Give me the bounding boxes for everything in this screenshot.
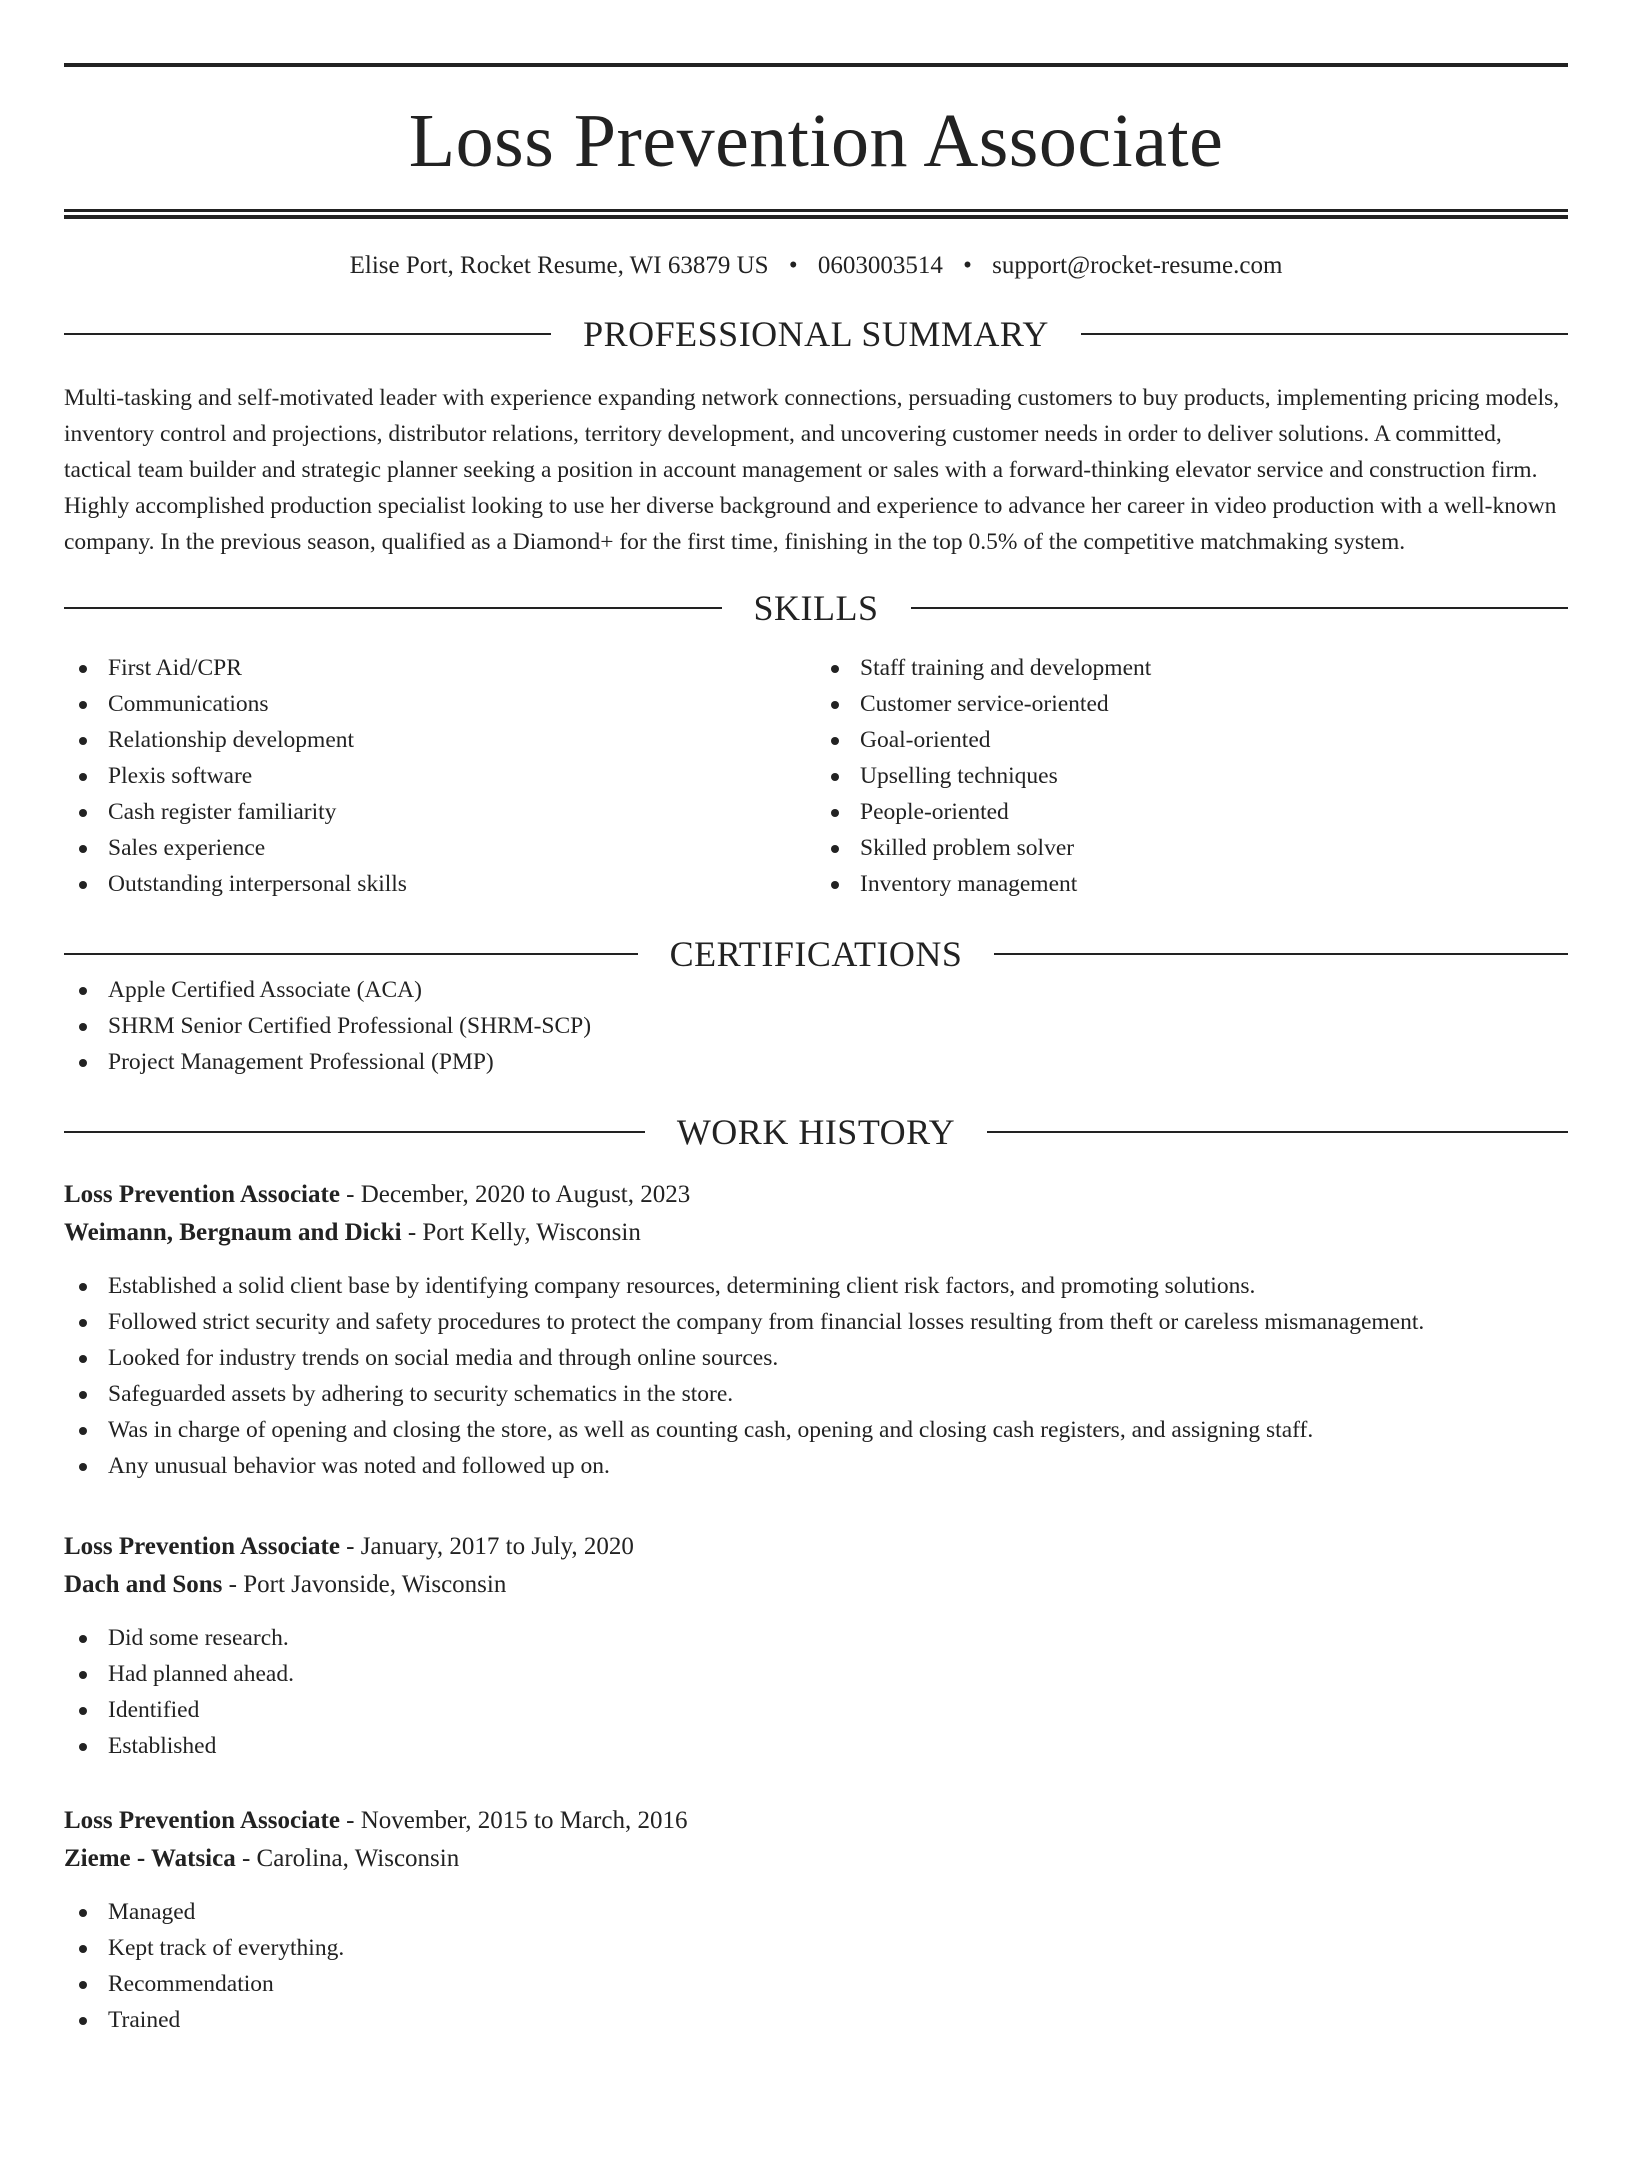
job-company: Weimann, Bergnaum and Dicki: [64, 1219, 402, 1246]
job-duty: Managed: [64, 1894, 1568, 1930]
job-company-line: [64, 1566, 1568, 1604]
job-duty: Looked for industry trends on social media and through online sources.: [64, 1340, 1568, 1376]
heading-rule-right: [911, 607, 1569, 609]
job-entry: [64, 1802, 1568, 2038]
job-location: - Port Kelly, Wisconsin: [401, 1219, 641, 1246]
job-duty: Recommendation: [64, 1966, 1568, 2002]
skill-item: Inventory management: [816, 866, 1568, 902]
job-duty: Identified: [64, 1692, 1568, 1728]
contact-separator: •: [963, 252, 972, 279]
work-history-heading: [64, 1114, 1568, 1150]
contact-address: Elise Port, Rocket Resume, WI 63879 US: [349, 252, 769, 279]
job-duty: Had planned ahead.: [64, 1656, 1568, 1692]
job-duty: Did some research.: [64, 1620, 1568, 1656]
resume-page: [0, 63, 1632, 2175]
skill-item: Communications: [64, 686, 816, 722]
skill-item: Customer service-oriented: [816, 686, 1568, 722]
skill-item: Outstanding interpersonal skills: [64, 866, 816, 902]
job-duty: Safeguarded assets by adhering to security schematics in the store.: [64, 1376, 1568, 1412]
job-entry: [64, 1176, 1568, 1484]
heading-rule-right: [1081, 333, 1568, 335]
top-rule: [64, 63, 1568, 67]
certifications-list: [64, 972, 1568, 1080]
job-duty: Kept track of everything.: [64, 1930, 1568, 1966]
job-title-line: [64, 1528, 1568, 1566]
job-entry: [64, 1528, 1568, 1764]
job-duty: Established: [64, 1728, 1568, 1764]
skill-item: Cash register familiarity: [64, 794, 816, 830]
heading-rule-left: [64, 607, 722, 609]
job-company-line: [64, 1840, 1568, 1878]
certification-item: Project Management Professional (PMP): [64, 1044, 1568, 1080]
skills-title: SKILLS: [753, 588, 879, 628]
job-duties: [64, 1894, 1568, 2038]
job-title: Loss Prevention Associate: [64, 1181, 340, 1208]
skill-item: Skilled problem solver: [816, 830, 1568, 866]
skills-heading: [64, 590, 1568, 626]
job-company: Zieme - Watsica: [64, 1845, 236, 1872]
skill-item: First Aid/CPR: [64, 650, 816, 686]
certifications-title: CERTIFICATIONS: [669, 934, 963, 974]
skills-right-column: [816, 650, 1568, 902]
job-duty: Was in charge of opening and closing the store, as well as counting cash, opening and closing cash registers, and assigning staff.: [64, 1412, 1568, 1448]
job-dates: - November, 2015 to March, 2016: [339, 1807, 688, 1834]
certification-item: Apple Certified Associate (ACA): [64, 972, 1568, 1008]
job-duty: Followed strict security and safety procedures to protect the company from financial losses resulting from theft or careless mismanagement.: [64, 1304, 1568, 1340]
job-title-line: [64, 1176, 1568, 1214]
skill-item: Plexis software: [64, 758, 816, 794]
heading-rule-left: [64, 333, 551, 335]
job-duty: Trained: [64, 2002, 1568, 2038]
skill-item: Relationship development: [64, 722, 816, 758]
job-dates: - January, 2017 to July, 2020: [339, 1533, 634, 1560]
certification-item: SHRM Senior Certified Professional (SHRM-SCP): [64, 1008, 1568, 1044]
work-history-title: WORK HISTORY: [676, 1112, 956, 1152]
job-location: - Port Javonside, Wisconsin: [222, 1571, 507, 1598]
job-duty: Any unusual behavior was noted and followed up on.: [64, 1448, 1568, 1484]
skill-item: Sales experience: [64, 830, 816, 866]
job-duties: [64, 1268, 1568, 1484]
skill-item: Staff training and development: [816, 650, 1568, 686]
job-location: - Carolina, Wisconsin: [235, 1845, 460, 1872]
job-title: Loss Prevention Associate: [64, 1533, 340, 1560]
job-dates: - December, 2020 to August, 2023: [339, 1181, 691, 1208]
summary-title: PROFESSIONAL SUMMARY: [583, 314, 1049, 354]
job-title: Loss Prevention Associate: [64, 1807, 340, 1834]
job-title-line: [64, 1802, 1568, 1840]
job-company-line: [64, 1214, 1568, 1252]
heading-rule-right: [987, 1131, 1568, 1133]
heading-rule-left: [64, 1131, 645, 1133]
contact-phone: 0603003514: [817, 252, 943, 279]
skills-grid: [64, 650, 1568, 902]
contact-line: [64, 253, 1568, 278]
skills-left-column: [64, 650, 816, 902]
skill-item: People-oriented: [816, 794, 1568, 830]
skill-item: Goal-oriented: [816, 722, 1568, 758]
title-double-rule: [64, 209, 1568, 219]
summary-text: Multi-tasking and self-motivated leader with experience expanding network connections, persuading customers to buy products, implementing pricing models, inventory control and projections, distributor relations, territory development, and uncovering customer needs in order to deliver solutions. A committed, tactical team builder and strategic planner seeking a position in account management or sales with a forward-thinking elevator service and construction firm. Highly accomplished production specialist looking to use her diverse background and experience to advance her career in video production with a well-known company. In the previous season, qualified as a Diamond+ for the first time, finishing in the top 0.5% of the competitive matchmaking system.: [64, 385, 1560, 555]
skill-item: Upselling techniques: [816, 758, 1568, 794]
certifications-heading: [64, 936, 1568, 972]
job-company: Dach and Sons: [64, 1571, 223, 1598]
job-duties: [64, 1620, 1568, 1764]
job-duty: Established a solid client base by identifying company resources, determining client risk factors, and promoting solutions.: [64, 1268, 1568, 1304]
resume-title: Loss Prevention Associate: [408, 99, 1224, 183]
heading-rule-right: [994, 953, 1568, 955]
summary-heading: [64, 316, 1568, 352]
contact-separator: •: [788, 252, 798, 279]
heading-rule-left: [64, 953, 638, 955]
contact-email[interactable]: support@rocket-resume.com: [992, 252, 1283, 279]
